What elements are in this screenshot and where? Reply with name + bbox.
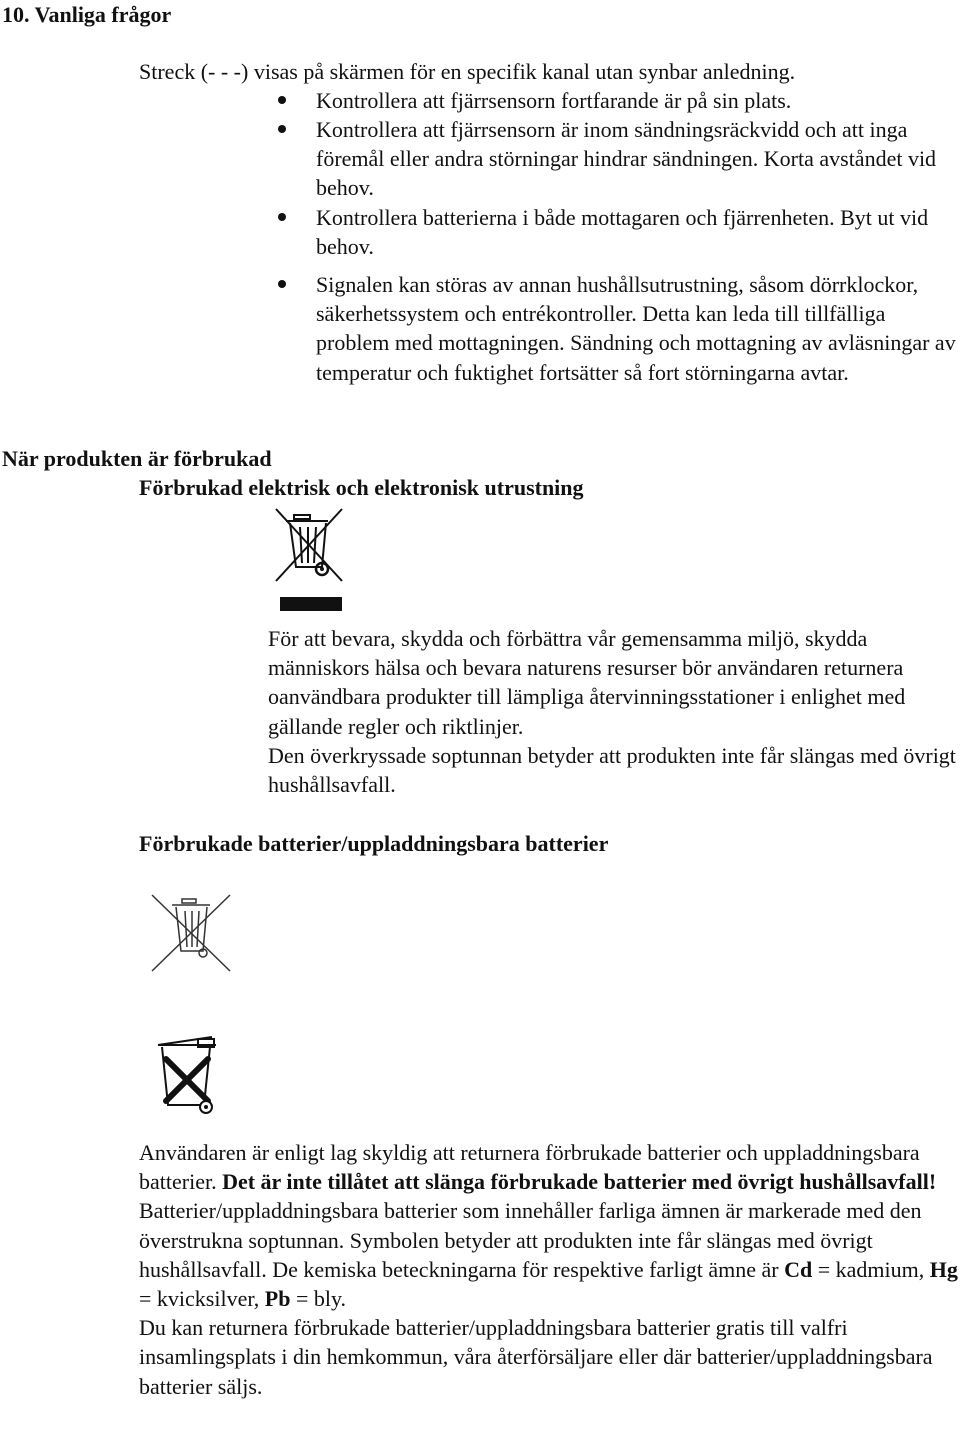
- bullet-dot: [278, 280, 286, 288]
- weee-paragraph: [268, 624, 960, 799]
- faq-bullet-3: Kontrollera batterierna i både mottagaren och fjärrenheten. Byt ut vid behov.: [316, 205, 929, 260]
- faq-bullet-1: Kontrollera att fjärrsensorn fortfarande är på sin plats.: [316, 88, 792, 113]
- weee-title: Förbrukad elektrisk och elektronisk utrustning: [139, 475, 584, 500]
- disposal-title: När produkten är förbrukad: [2, 446, 272, 471]
- crossed-out-bin-icon: [270, 505, 350, 615]
- bullet-dot: [278, 125, 286, 133]
- section-title: 10. Vanliga frågor: [2, 2, 172, 27]
- batteries-title: Förbrukade batterier/uppladdningsbara batterier: [139, 831, 609, 856]
- crossed-out-bin-icon: [148, 893, 234, 975]
- weee-text-1: För att bevara, skydda och förbättra vår gemensamma miljö, skydda människors hälsa och bevara naturens resurser bör användaren returnera oanvändbara produkter till lämpliga återvinningsstationer i enlighet med gällande regler och riktlinjer.: [268, 626, 906, 739]
- batteries-text-2: Du kan returnera förbrukade batterier/uppladdningsbara batterier gratis till valfri insamlingsplats i din hemkommun, våra återförsäljare eller där batterier/uppladdningsbara batterier säljs.: [139, 1315, 933, 1399]
- batteries-paragraph: [139, 1138, 960, 1401]
- faq-bullet-4: Signalen kan störas av annan hushållsutrustning, såsom dörrklockor, säkerhetssystem och entrékontroller. Detta kan leda till tillfälliga problem med mottagningen. Sändning och mottagning av avläsningar av temperatur och fuktighet fortsätter så fort störningarna avtar.: [316, 272, 956, 385]
- weee-text-2: Den överkryssade soptunnan betyder att produkten inte får slängas med övrigt hushållsavfall.: [268, 742, 956, 798]
- bullet-dot: [278, 96, 286, 104]
- faq-question: Streck (- - -) visas på skärmen för en specifik kanal utan synbar anledning.: [139, 59, 796, 84]
- crossed-out-bin-icon: [154, 1035, 224, 1117]
- bullet-dot: [278, 213, 286, 221]
- batteries-text-1: Användaren är enligt lag skyldig att returnera förbrukade batterier och uppladdningsbara batterier. Det är inte tillåtet att slänga förbrukade batterier med övrigt hushållsavfall! Batterier/uppladdningsbara batterier som innehåller farliga ämnen är markerade med den överstrukna soptunnan. Symbolen betyder att produkten inte får slängas med övrigt hushållsavfall. De kemiska beteckningarna för respektive farligt ämne är Cd = kadmium, Hg = kvicksilver, Pb = bly.: [139, 1140, 958, 1312]
- faq-bullet-2: Kontrollera att fjärrsensorn är inom sändningsräckvidd och att inga föremål eller andra störningar hindrar sändningen. Korta avståndet vid behov.: [316, 117, 937, 201]
